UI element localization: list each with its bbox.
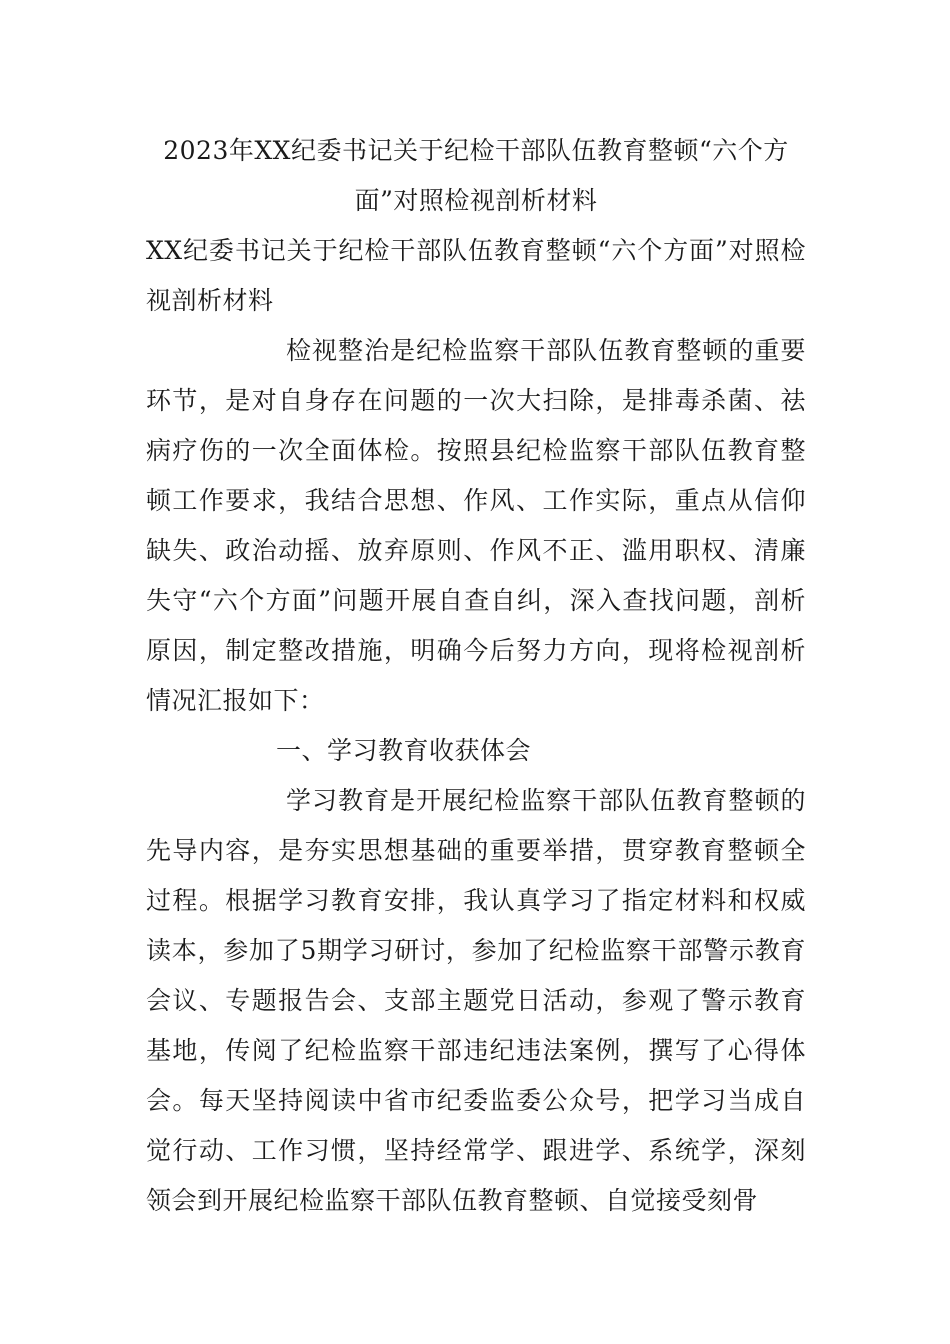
document-title: 2023年XX纪委书记关于纪检干部队伍教育整顿“六个方面”对照检视剖析材料 <box>163 136 789 215</box>
section-heading: 一、学习教育收获体会 <box>276 736 532 765</box>
intro-paragraph: 检视整治是纪检监察干部队伍教育整顿的重要环节，是对自身存在问题的一次大扫除，是排毒杀菌、祛病疗伤的一次全面体检。按照县纪检监察干部队伍教育整顿工作要求，我结合思想、作风、工作实际，重点从信仰缺失、政治动摇、放弃原则、作风不正、滥用职权、清廉失守“六个方面”问题开展自查自纠，深入查找问题，剖析原因，制定整改措施，明确今后努力方向，现将检视剖析情况汇报如下： <box>146 336 806 715</box>
section-paragraph: 学习教育是开展纪检监察干部队伍教育整顿的先导内容，是夯实思想基础的重要举措，贯穿教育整顿全过程。根据学习教育安排，我认真学习了指定材料和权威读本，参加了5期学习研讨，参加了纪检监察干部警示教育会议、专题报告会、支部主题党日活动，参观了警示教育基地，传阅了纪检监察干部违纪违法案例，撰写了心得体会。每天坚持阅读中省市纪委监委公众号，把学习当成自觉行动、工作习惯，坚持经常学、跟进学、系统学，深刻领会到开展纪检监察干部队伍教育整顿、自觉接受刻骨 <box>146 786 806 1215</box>
document-body <box>146 226 806 1226</box>
document-subtitle: XX纪委书记关于纪检干部队伍教育整顿“六个方面”对照检视剖析材料 <box>146 236 806 315</box>
